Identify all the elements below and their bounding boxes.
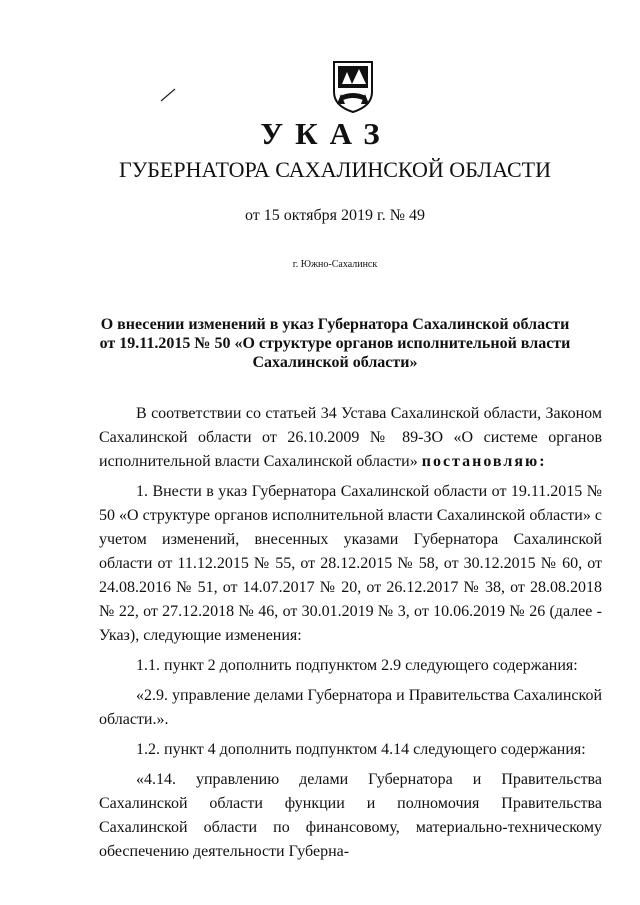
document-city: г. Южно-Сахалинск [292,259,378,270]
decree-keyword: постановляю: [421,453,547,470]
document-date-number: от 15 октября 2019 г. № 49 [244,207,425,224]
paragraph-quote-2-9: «2.9. управление делами Губернатора и Правительства Сахалинской области.». [99,687,602,728]
paragraph-quote-4-14: «4.14. управлению делами Губернатора и Правительства Сахалинской области функции и полномочия Правительства Сахалинской области по финансовому, материально-техническому обеспечению деятельности Губерна- [99,771,602,860]
heading-line: Сахалинской области» [252,354,418,371]
heading-line: О внесении изменений в указ Губернатора Сахалинской области [100,316,570,333]
document-body [99,402,602,866]
document-title: УКАЗ [260,116,392,151]
paragraph-1-2: 1.2. пункт 4 дополнить подпунктом 4.14 следующего содержания: [136,741,586,758]
paragraph-1: 1. Внести в указ Губернатора Сахалинской области от 19.11.2015 № 50 «О структуре органов исполнительной власти Сахалинской области» с учетом изменений, внесенных указами Губернатора Сахалинской области от 11.12.2015 № 55, от 28.12.2015 № 58, от 30.12.2015 № 60, от 24.08.2016 № 51, от 14.07.2017 № 20, от 26.12.2017 № 38, от 28.08.2018 № 22, от 27.12.2018 № 46, от 30.01.2019 № 3, от 10.06.2019 № 26 (далее - Указ), следующие изменения: [99,483,602,644]
intro-paragraph [99,402,602,474]
document-subtitle: ГУБЕРНАТОРА САХАЛИНСКОЙ ОБЛАСТИ [119,157,551,182]
coat-of-arms-emblem [330,58,376,114]
paragraph-1-1: 1.1. пункт 2 дополнить подпунктом 2.9 следующего содержания: [136,657,578,674]
pen-mark-icon [160,88,176,102]
intro-text: В соответствии со статьей 34 Устава Сахалинской области, Законом Сахалинской области от 26.10.2009 № 89-ЗО «О системе органов исполнительной власти Сахалинской области» [99,405,602,470]
document-heading [0,315,640,372]
heading-line: от 19.11.2015 № 50 «О структуре органов исполнительной власти [99,335,571,352]
